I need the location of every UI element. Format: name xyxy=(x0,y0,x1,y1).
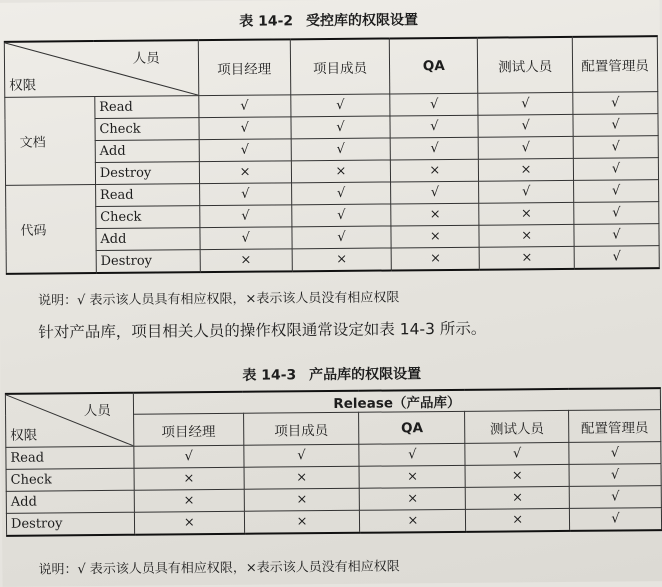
permission-label: Add xyxy=(96,228,200,251)
permission-cell: √ xyxy=(570,508,662,531)
permission-cell: √ xyxy=(574,224,659,247)
permission-cell: √ xyxy=(569,442,661,465)
permission-label: Read xyxy=(6,446,134,469)
permission-cell: √ xyxy=(200,227,292,250)
permission-label: Read xyxy=(95,96,199,119)
permission-cell: √ xyxy=(292,226,392,249)
permission-cell: √ xyxy=(574,202,659,225)
permission-cell: √ xyxy=(478,114,573,137)
permission-cell: √ xyxy=(291,116,391,139)
permission-label: Destroy xyxy=(96,250,200,273)
column-header: 测试人员 xyxy=(478,37,573,93)
permission-cell: √ xyxy=(390,93,478,116)
permission-cell: × xyxy=(479,158,574,181)
permission-label: Destroy xyxy=(6,512,134,536)
caption-title: 受控库的权限设置 xyxy=(305,12,419,30)
permission-cell: √ xyxy=(359,443,465,466)
table-caption-14-2 xyxy=(0,7,660,33)
permission-cell: √ xyxy=(199,183,291,206)
permission-cell: √ xyxy=(290,94,390,117)
permission-cell: √ xyxy=(244,444,360,467)
permission-cell: × xyxy=(199,161,291,184)
permission-cell: √ xyxy=(390,115,478,138)
permission-cell: × xyxy=(360,509,466,532)
permission-cell: × xyxy=(244,488,360,511)
permission-cell: × xyxy=(391,203,479,226)
permission-cell: √ xyxy=(199,95,291,118)
permission-cell: × xyxy=(392,247,480,270)
permission-cell: × xyxy=(292,248,392,271)
permission-label: Read xyxy=(95,184,199,207)
table-14-3-note: 说明：√ 表示该人员具有相应权限，×表示该人员没有相应权限 xyxy=(38,559,400,578)
column-header: 项目经理 xyxy=(133,414,243,447)
permission-cell: × xyxy=(360,487,466,510)
permission-cell: √ xyxy=(134,445,244,468)
permission-cell: √ xyxy=(465,442,569,465)
corner-cell xyxy=(4,40,198,97)
permission-cell: √ xyxy=(573,114,658,137)
permission-cell: √ xyxy=(391,137,479,160)
permission-group-label: 代码 xyxy=(6,185,97,274)
table-14-2-note: 说明：√ 表示该人员具有相应权限，×表示该人员没有相应权限 xyxy=(38,290,400,309)
permission-cell: √ xyxy=(478,136,573,159)
permission-cell: √ xyxy=(291,204,391,227)
permission-label: Check xyxy=(96,206,200,229)
permission-label: Check xyxy=(6,468,134,491)
corner-top-label: 人员 xyxy=(83,402,111,420)
permission-label: Add xyxy=(95,140,199,163)
permission-cell: × xyxy=(479,224,574,247)
permission-cell: × xyxy=(479,246,574,269)
corner-top-label: 人员 xyxy=(132,50,160,67)
column-header: 配置管理员 xyxy=(569,410,661,442)
column-header: 项目成员 xyxy=(290,38,390,94)
column-header: 测试人员 xyxy=(465,411,569,443)
header-row xyxy=(4,36,657,97)
column-header: 配置管理员 xyxy=(572,36,657,92)
caption-number: 表 14-3 xyxy=(242,367,297,384)
permission-cell: × xyxy=(244,466,360,489)
corner-bottom-label: 权限 xyxy=(10,427,38,444)
controlled-library-permission-table xyxy=(4,35,660,275)
body-paragraph: 针对产品库，项目相关人员的操作权限通常设定如表 14-3 所示。 xyxy=(38,319,487,342)
permission-cell: √ xyxy=(199,117,291,140)
permission-cell: × xyxy=(391,225,479,248)
corner-cell xyxy=(5,393,133,448)
permission-cell: √ xyxy=(574,180,659,203)
permission-label: Add xyxy=(6,490,134,513)
permission-cell: √ xyxy=(391,181,479,204)
permission-cell: √ xyxy=(291,182,391,205)
permission-cell: × xyxy=(466,486,570,509)
permission-label: Destroy xyxy=(95,162,199,185)
permission-cell: √ xyxy=(199,205,291,228)
permission-cell: × xyxy=(465,464,569,487)
permission-cell: √ xyxy=(573,92,658,115)
permission-cell: √ xyxy=(569,464,661,487)
permission-cell: √ xyxy=(199,139,291,162)
permission-cell: √ xyxy=(573,158,658,181)
permission-cell: × xyxy=(200,249,292,272)
corner-bottom-label: 权限 xyxy=(9,77,37,94)
permission-group-label: 文档 xyxy=(5,97,96,186)
column-header: 项目成员 xyxy=(243,413,359,446)
column-header: 项目经理 xyxy=(198,39,290,95)
caption-title: 产品库的权限设置 xyxy=(309,366,422,384)
permission-cell: × xyxy=(134,489,244,512)
column-header: QA xyxy=(390,38,478,94)
table-row xyxy=(6,246,659,274)
product-library-permission-table xyxy=(5,387,662,537)
permission-label: Check xyxy=(95,118,199,141)
table-caption-14-3 xyxy=(1,361,662,387)
permission-cell: × xyxy=(244,510,360,534)
permission-cell: × xyxy=(466,508,570,531)
permission-cell: √ xyxy=(574,246,659,269)
permission-cell: √ xyxy=(478,92,573,115)
permission-cell: × xyxy=(291,160,391,183)
permission-cell: √ xyxy=(479,180,574,203)
permission-cell: × xyxy=(134,467,244,490)
permission-cell: × xyxy=(359,465,465,488)
permission-cell: √ xyxy=(569,486,661,509)
permission-cell: × xyxy=(134,511,244,534)
permission-cell: √ xyxy=(291,138,391,161)
release-header: Release（产品库） xyxy=(133,388,660,415)
permission-cell: × xyxy=(391,159,479,182)
permission-cell: √ xyxy=(573,136,658,159)
caption-number: 表 14-2 xyxy=(239,13,294,30)
permission-cell: × xyxy=(479,202,574,225)
column-header: QA xyxy=(359,412,465,445)
table-row xyxy=(6,508,661,536)
